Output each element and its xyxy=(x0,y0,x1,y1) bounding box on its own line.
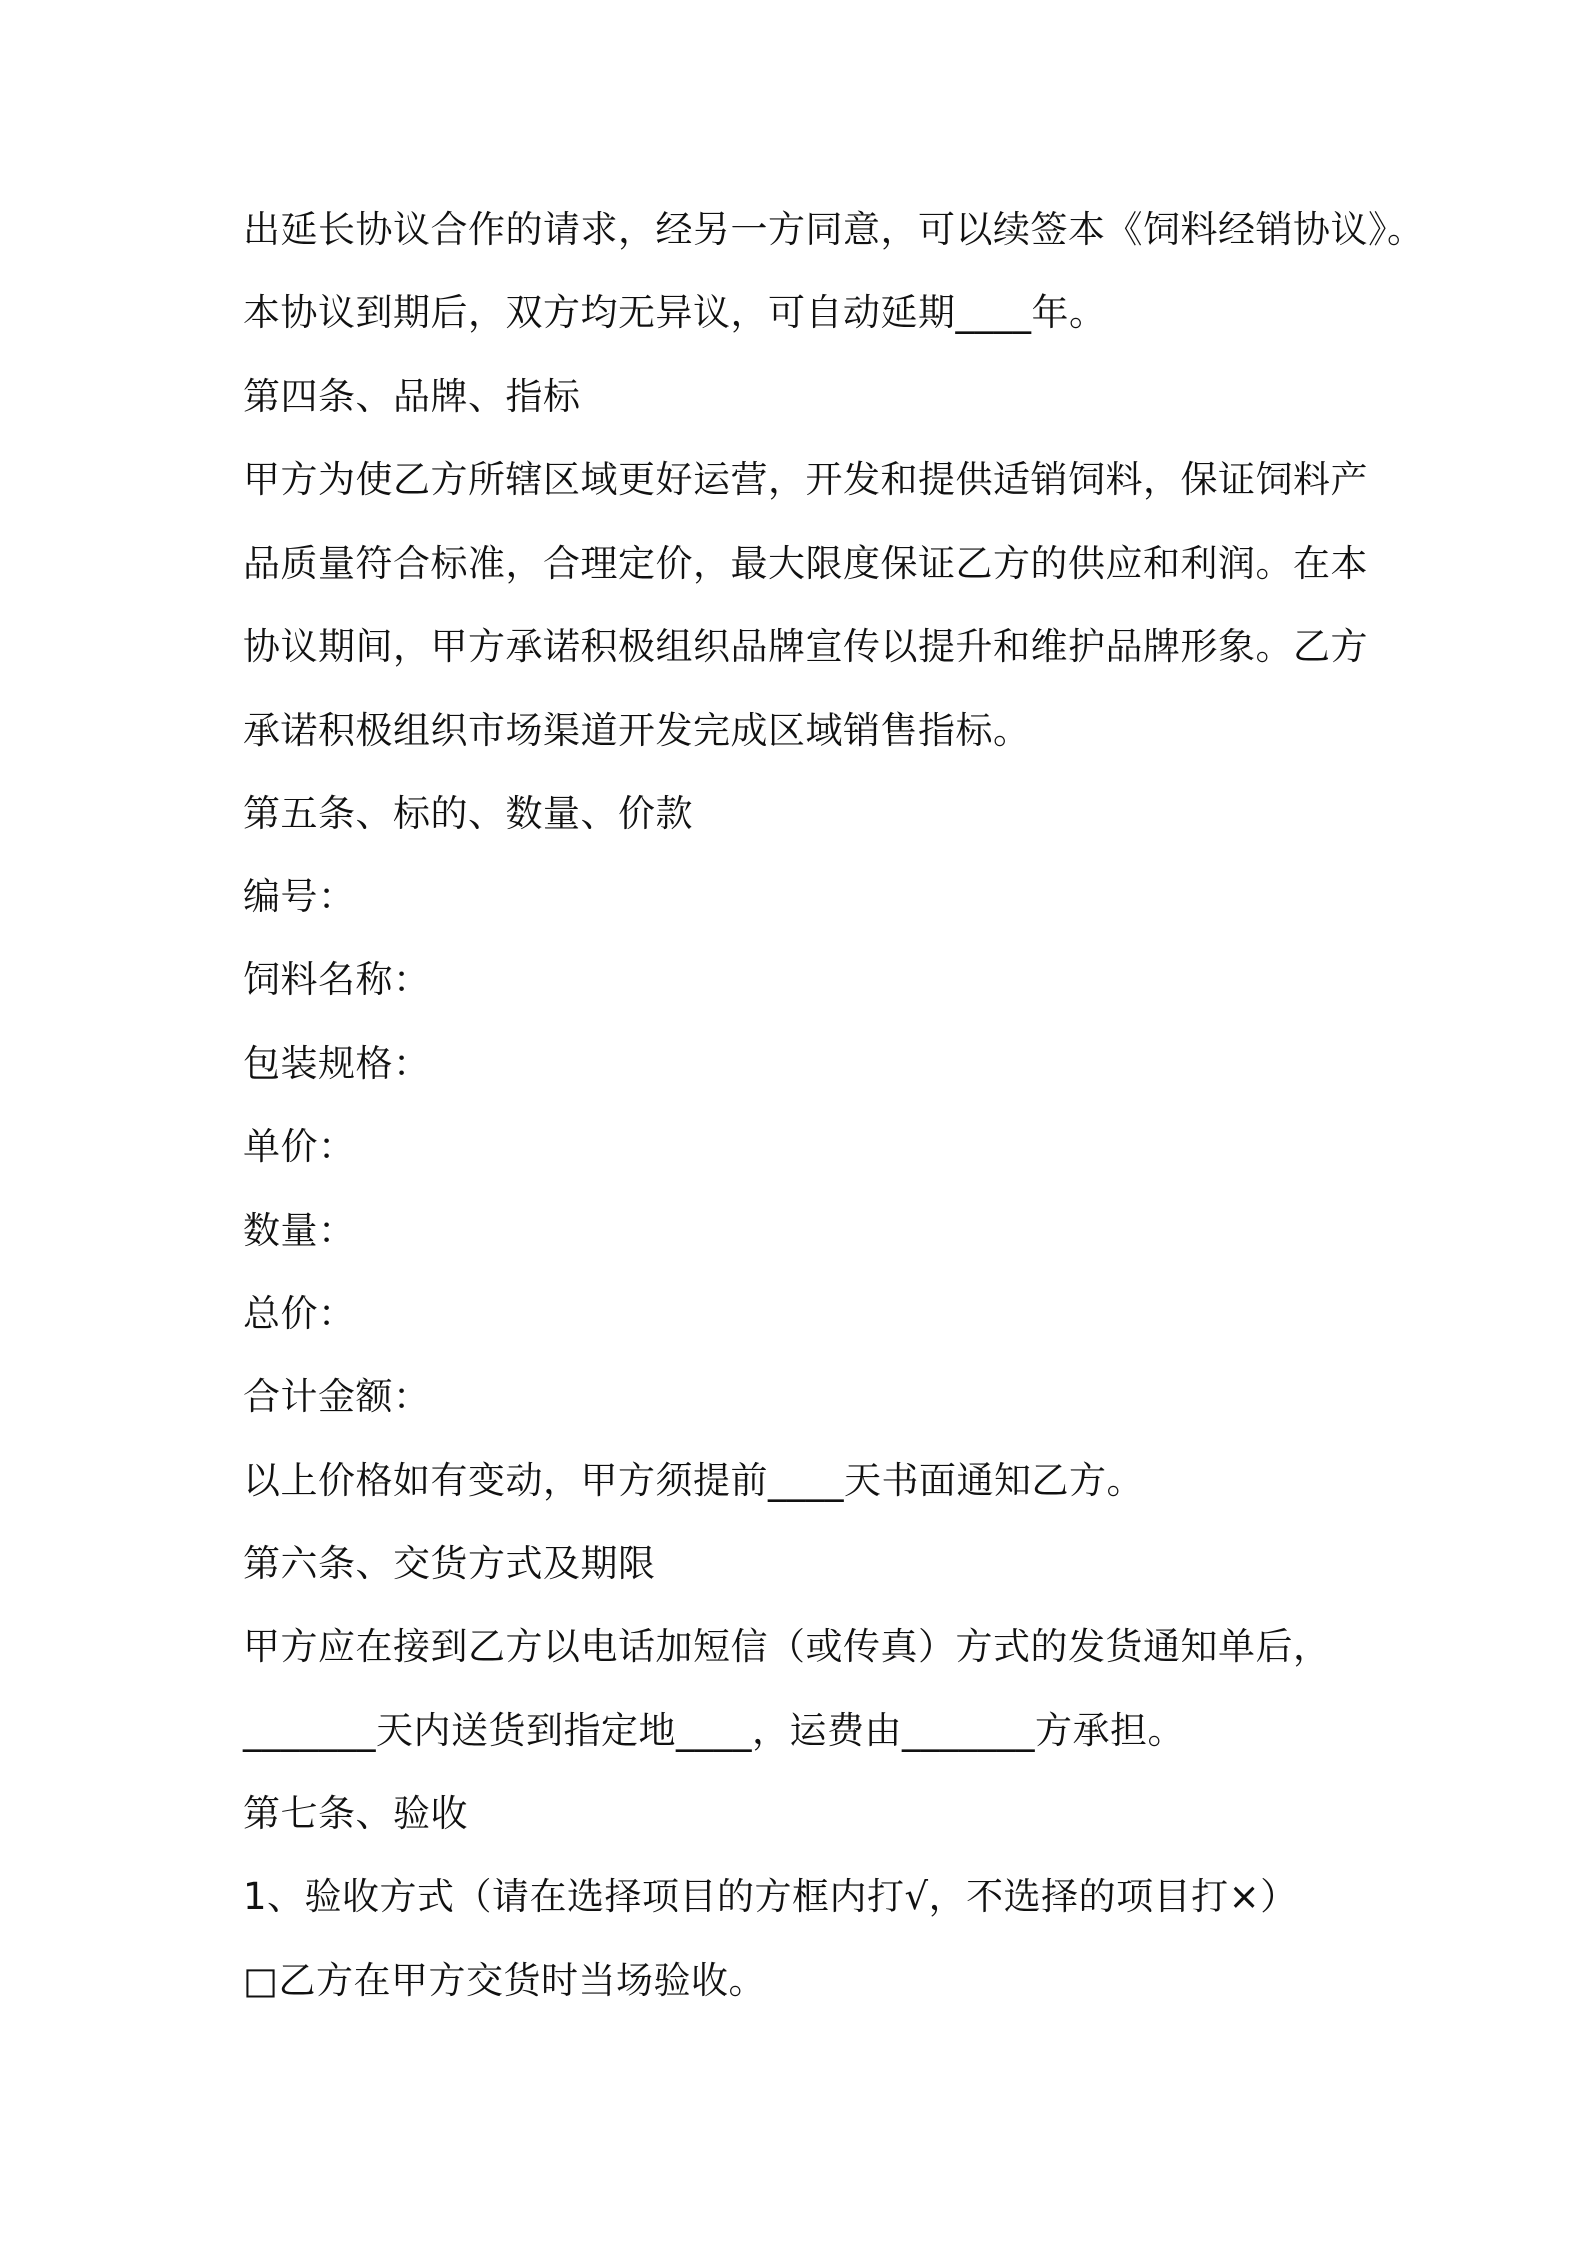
checkbox-option-line: □乙方在甲方交货时当场验收。 xyxy=(243,1959,766,2002)
section-heading: 第七条、验收 xyxy=(243,1792,468,1835)
paragraph-line: 出延长协议合作的请求，经另一方同意，可以续签本《饲料经销协议》。 xyxy=(243,208,1425,251)
paragraph-line: 1、验收方式（请在选择项目的方框内打√，不选择的项目打×） xyxy=(243,1875,1298,1918)
paragraph-line: 承诺积极组织市场渠道开发完成区域销售指标。 xyxy=(243,709,1031,752)
field-label: 编号： xyxy=(243,875,356,918)
paragraph-line: 协议期间，甲方承诺积极组织品牌宣传以提升和维护品牌形象。乙方 xyxy=(243,625,1368,668)
paragraph-line: 品质量符合标准，合理定价，最大限度保证乙方的供应和利润。在本 xyxy=(243,542,1368,585)
section-heading: 第四条、品牌、指标 xyxy=(243,375,581,418)
field-label: 合计金额： xyxy=(243,1375,431,1418)
section-heading: 第五条、标的、数量、价款 xyxy=(243,792,693,835)
paragraph-line: _______天内送货到指定地____，运费由_______方承担。 xyxy=(243,1709,1185,1752)
paragraph-line: 本协议到期后，双方均无异议，可自动延期____年。 xyxy=(243,291,1107,334)
field-label: 饲料名称： xyxy=(243,958,431,1001)
paragraph-line: 甲方应在接到乙方以电话加短信（或传真）方式的发货通知单后， xyxy=(243,1625,1331,1668)
field-label: 包装规格： xyxy=(243,1042,431,1085)
paragraph-line: 甲方为使乙方所辖区域更好运营，开发和提供适销饲料，保证饲料产 xyxy=(243,458,1368,501)
field-label: 总价： xyxy=(243,1292,356,1335)
field-label: 数量： xyxy=(243,1209,356,1252)
paragraph-line: 以上价格如有变动，甲方须提前____天书面通知乙方。 xyxy=(243,1459,1144,1502)
field-label: 单价： xyxy=(243,1125,356,1168)
section-heading: 第六条、交货方式及期限 xyxy=(243,1542,656,1585)
